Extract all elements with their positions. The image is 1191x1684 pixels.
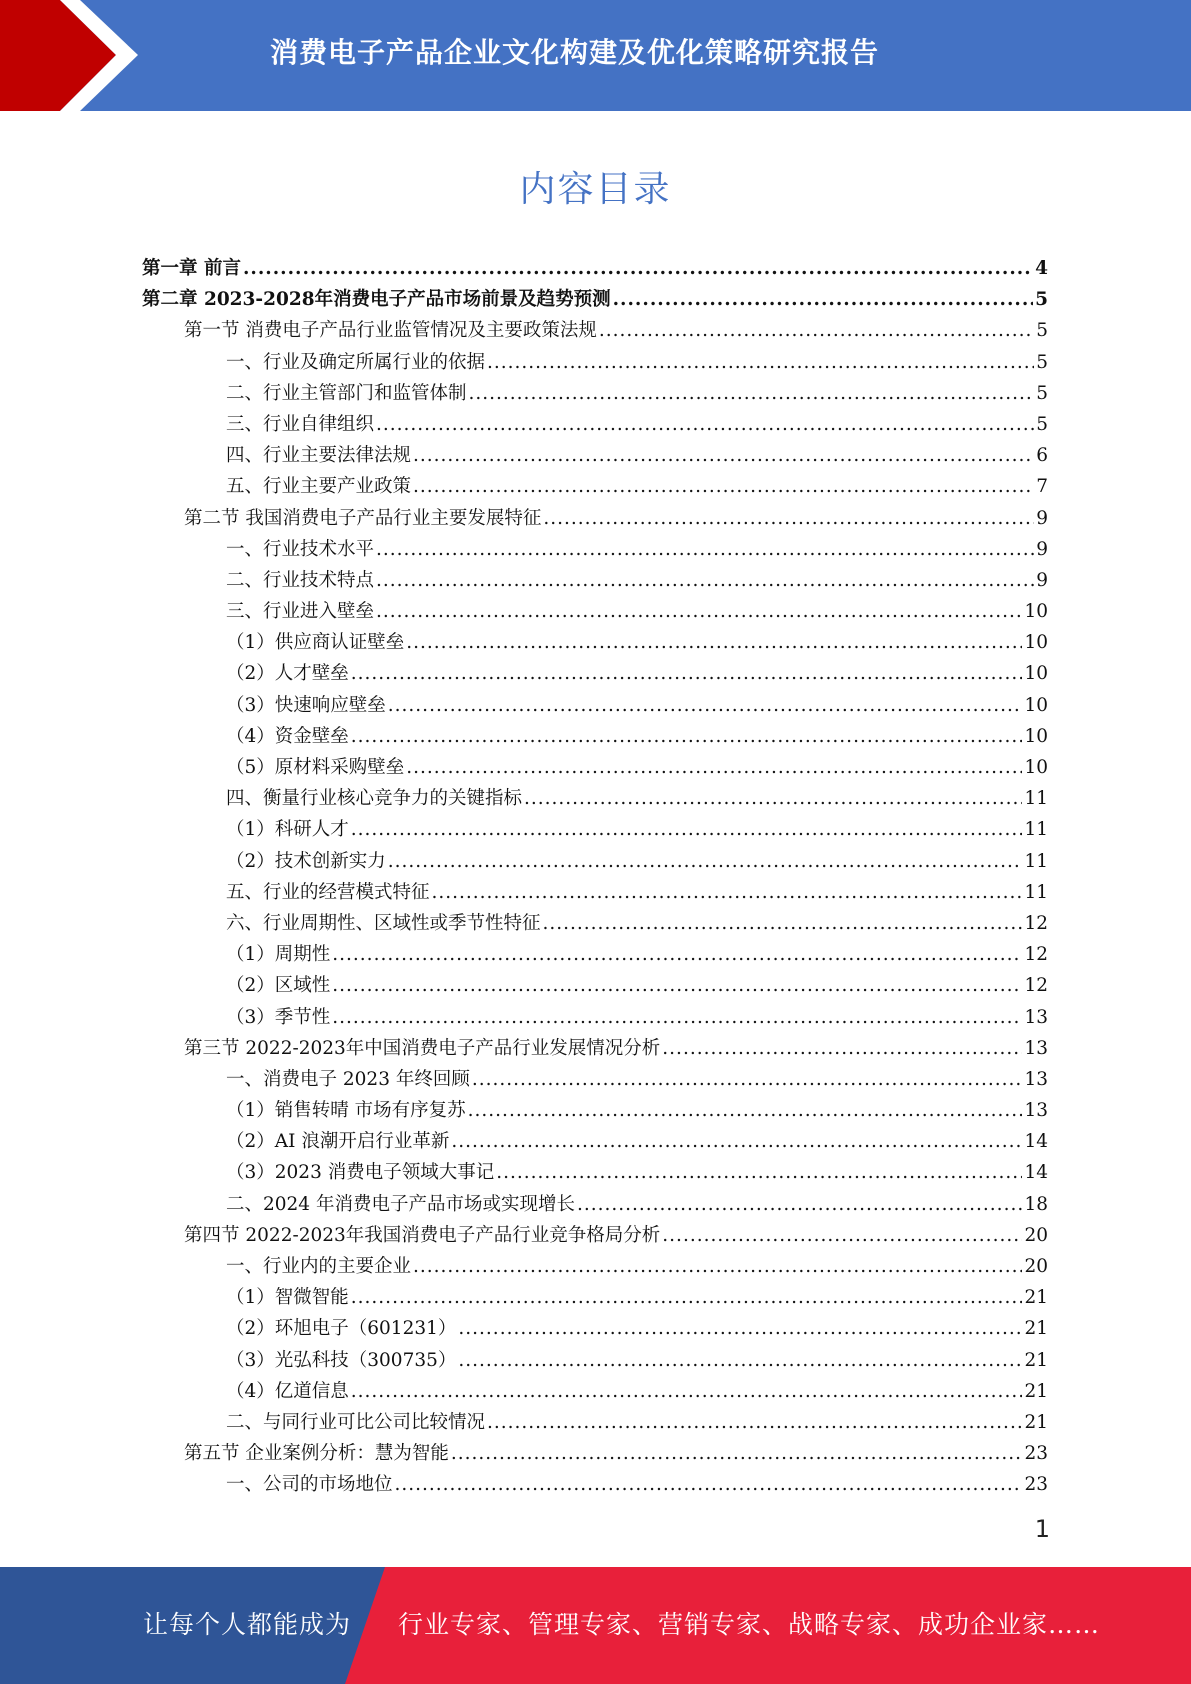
toc-entry-label: 第三节 2022-2023年中国消费电子产品行业发展情况分析 [184, 1037, 661, 1059]
toc-entry[interactable] [142, 908, 1048, 939]
toc-dot-leader [413, 471, 1034, 502]
toc-entry-page: 10 [1024, 601, 1048, 623]
toc-entry-page: 20 [1024, 1224, 1048, 1246]
toc-entry[interactable] [142, 565, 1048, 596]
toc-entry-label: 二、与同行业可比公司比较情况 [226, 1411, 486, 1433]
toc-entry-label: （2）技术创新实力 [226, 850, 386, 872]
toc-entry[interactable] [142, 1126, 1048, 1157]
toc-entry-page: 13 [1024, 1006, 1048, 1028]
toc-entry-label: 第四节 2022-2023年我国消费电子产品行业竞争格局分析 [184, 1224, 661, 1246]
toc-entry[interactable] [142, 503, 1048, 534]
toc-dot-leader [332, 939, 1022, 970]
toc-entry[interactable] [142, 378, 1048, 409]
toc-entry-page: 20 [1024, 1256, 1048, 1277]
toc-entry[interactable] [142, 284, 1048, 315]
toc-dot-leader [332, 970, 1022, 1001]
toc-entry-page: 18 [1024, 1193, 1048, 1215]
toc-dot-leader [351, 1376, 1023, 1407]
toc-entry-page: 6 [1036, 445, 1048, 467]
toc-entry[interactable] [142, 1407, 1048, 1438]
toc-entry-label: 二、2024 年消费电子产品市场或实现增长 [226, 1193, 575, 1215]
toc-dot-leader [376, 565, 1034, 596]
toc-entry-page: 5 [1035, 289, 1048, 311]
toc-entry-label: （1）周期性 [226, 944, 331, 966]
toc-entry[interactable] [142, 846, 1048, 877]
toc-dot-leader [468, 1095, 1023, 1126]
toc-entry-label: （2）人才壁垒 [226, 663, 349, 685]
toc-entry-label: （2）区域性 [226, 975, 331, 997]
toc-entry-label: （2）环旭电子（601231） [226, 1318, 457, 1340]
toc-dot-leader [613, 284, 1034, 315]
toc-entry-page: 21 [1024, 1380, 1048, 1402]
header-arrow-graphic [0, 0, 160, 111]
toc-entry-page: 10 [1024, 757, 1048, 778]
toc-dot-leader [413, 440, 1034, 471]
toc-dot-leader [496, 1157, 1022, 1188]
toc-dot-leader [662, 1033, 1022, 1064]
toc-dot-leader [351, 721, 1023, 752]
toc-entry-page: 11 [1024, 819, 1048, 841]
toc-entry-label: （3）光弘科技（300735） [226, 1349, 457, 1371]
toc-entry[interactable] [142, 814, 1048, 845]
toc-entry-label: 一、行业内的主要企业 [226, 1256, 412, 1277]
toc-dot-leader [458, 1313, 1022, 1344]
toc-entry[interactable] [142, 658, 1048, 689]
toc-entry-label: （3）2023 消费电子领域大事记 [226, 1162, 495, 1184]
toc-entry-label: 三、行业自律组织 [226, 413, 375, 435]
toc-entry[interactable] [142, 970, 1048, 1001]
toc-entry-page: 23 [1024, 1443, 1048, 1465]
toc-entry-label: 第一章 前言 [142, 258, 241, 279]
toc-entry-page: 10 [1024, 632, 1048, 654]
toc-dot-leader [577, 1189, 1022, 1220]
toc-entry[interactable] [142, 1438, 1048, 1469]
toc-entry-label: 第二章 2023-2028年消费电子产品市场前景及趋势预测 [142, 289, 611, 311]
toc-dot-leader [388, 846, 1023, 877]
toc-entry-page: 5 [1036, 413, 1048, 435]
toc-entry-label: （1）销售转晴 市场有序复苏 [226, 1100, 466, 1122]
toc-entry[interactable] [142, 752, 1048, 783]
toc-dot-leader [406, 627, 1022, 658]
toc-entry[interactable] [142, 471, 1048, 502]
toc-entry-page: 5 [1036, 320, 1048, 342]
toc-entry[interactable] [142, 1002, 1048, 1033]
toc-entry-page: 9 [1036, 507, 1048, 529]
toc-dot-leader [351, 1282, 1023, 1313]
toc-entry[interactable] [142, 347, 1048, 378]
toc-dot-leader [395, 1469, 1023, 1500]
toc-entry-page: 10 [1024, 694, 1048, 716]
toc-entry-label: （5）原材料采购壁垒 [226, 757, 405, 778]
toc-entry[interactable] [142, 409, 1048, 440]
toc-entry[interactable] [142, 721, 1048, 752]
toc-entry-label: 第一节 消费电子产品行业监管情况及主要政策法规 [184, 320, 597, 342]
toc-entry[interactable] [142, 1157, 1048, 1188]
toc-dot-leader [332, 1002, 1022, 1033]
toc-entry-label: 第二节 我国消费电子产品行业主要发展特征 [184, 507, 542, 529]
toc-entry-page: 13 [1024, 1068, 1048, 1090]
toc-entry-page: 11 [1024, 788, 1048, 810]
toc-entry-page: 12 [1024, 944, 1048, 966]
toc-dot-leader [351, 814, 1023, 845]
toc-entry-label: 一、行业技术水平 [226, 538, 375, 560]
toc-dot-leader [413, 1251, 1022, 1282]
toc-entry[interactable] [142, 1251, 1048, 1282]
toc-dot-leader [376, 409, 1034, 440]
toc-entry-page: 21 [1024, 1318, 1048, 1340]
toc-entry[interactable] [142, 1033, 1048, 1064]
toc-dot-leader [524, 783, 1022, 814]
toc-entry-page: 13 [1024, 1100, 1048, 1122]
toc-dot-leader [487, 347, 1034, 378]
toc-dot-leader [376, 534, 1034, 565]
toc-dot-leader [472, 1064, 1023, 1095]
toc-entry-label: 一、消费电子 2023 年终回顾 [226, 1068, 470, 1090]
toc-entry-page: 11 [1024, 850, 1048, 872]
toc-entry-label: 二、行业主管部门和监管体制 [226, 382, 467, 404]
toc-entry[interactable] [142, 1220, 1048, 1251]
toc-dot-leader [469, 378, 1035, 409]
toc-entry-page: 21 [1024, 1411, 1048, 1433]
toc-entry-page: 12 [1024, 975, 1048, 997]
toc-entry-page: 4 [1035, 258, 1048, 279]
toc-entry[interactable] [142, 627, 1048, 658]
toc-entry[interactable] [142, 1282, 1048, 1313]
toc-entry[interactable] [142, 1469, 1048, 1500]
table-of-contents [142, 253, 1048, 1501]
toc-entry-label: 一、行业及确定所属行业的依据 [226, 351, 486, 373]
toc-entry-label: （3）快速响应壁垒 [226, 694, 386, 716]
toc-entry-page: 10 [1024, 663, 1048, 685]
toc-entry-label: 三、行业进入壁垒 [226, 601, 375, 623]
toc-dot-leader [451, 1126, 1022, 1157]
toc-entry-page: 10 [1024, 725, 1048, 747]
toc-dot-leader [243, 253, 1033, 284]
toc-entry-page: 14 [1024, 1162, 1048, 1184]
toc-entry-page: 11 [1024, 881, 1048, 903]
toc-entry-page: 23 [1024, 1474, 1048, 1496]
toc-dot-leader [432, 877, 1023, 908]
toc-entry-label: 五、行业主要产业政策 [226, 476, 412, 498]
toc-dot-leader [388, 690, 1023, 721]
toc-entry[interactable] [142, 440, 1048, 471]
toc-dot-leader [543, 908, 1023, 939]
toc-entry[interactable] [142, 315, 1048, 346]
toc-entry-label: （4）资金壁垒 [226, 725, 349, 747]
toc-entry-label: 五、行业的经营模式特征 [226, 881, 430, 903]
page-header [0, 0, 1191, 111]
toc-entry-label: 二、行业技术特点 [226, 569, 375, 591]
toc-entry[interactable] [142, 596, 1048, 627]
toc-entry-page: 21 [1024, 1349, 1048, 1371]
toc-entry-label: （1）供应商认证壁垒 [226, 632, 405, 654]
toc-entry[interactable] [142, 939, 1048, 970]
toc-entry[interactable] [142, 1376, 1048, 1407]
toc-entry-label: （1）智微智能 [226, 1287, 349, 1309]
toc-dot-leader [406, 752, 1022, 783]
toc-entry[interactable] [142, 1345, 1048, 1376]
toc-dot-leader [376, 596, 1022, 627]
toc-dot-leader [451, 1438, 1023, 1469]
toc-entry-page: 9 [1036, 538, 1048, 560]
toc-entry-page: 14 [1024, 1131, 1048, 1153]
toc-entry-label: （3）季节性 [226, 1006, 331, 1028]
toc-entry-label: 四、行业主要法律法规 [226, 445, 412, 467]
toc-entry[interactable] [142, 534, 1048, 565]
toc-entry-page: 7 [1036, 476, 1048, 498]
toc-entry[interactable] [142, 1064, 1048, 1095]
toc-entry[interactable] [142, 690, 1048, 721]
toc-entry-page: 9 [1036, 569, 1048, 591]
toc-heading: 内容目录 [519, 169, 672, 210]
toc-dot-leader [599, 315, 1034, 346]
footer-slogan-right: 行业专家、管理专家、营销专家、战略专家、成功企业家…… [398, 1610, 1101, 1639]
page-footer [0, 1567, 1191, 1684]
toc-entry[interactable] [142, 1189, 1048, 1220]
toc-entry-label: （4）亿道信息 [226, 1380, 349, 1402]
toc-entry[interactable] [142, 1313, 1048, 1344]
toc-entry[interactable] [142, 1095, 1048, 1126]
toc-entry-page: 5 [1036, 382, 1048, 404]
toc-entry[interactable] [142, 877, 1048, 908]
footer-slogan-left: 让每个人都能成为 [143, 1610, 352, 1639]
toc-entry-page: 5 [1036, 351, 1048, 373]
toc-dot-leader [458, 1345, 1022, 1376]
page-number: 1 [1034, 1515, 1050, 1543]
toc-dot-leader [543, 503, 1034, 534]
toc-dot-leader [662, 1220, 1022, 1251]
toc-entry-label: （1）科研人才 [226, 819, 349, 841]
toc-entry-page: 21 [1024, 1287, 1048, 1309]
toc-entry-page: 13 [1024, 1037, 1048, 1059]
toc-entry[interactable] [142, 253, 1048, 284]
toc-entry-label: 第五节 企业案例分析：慧为智能 [184, 1443, 449, 1465]
toc-entry-label: 六、行业周期性、区域性或季节性特征 [226, 912, 541, 934]
toc-entry-label: 一、公司的市场地位 [226, 1474, 393, 1496]
toc-entry-label: （2）AI 浪潮开启行业革新 [226, 1131, 450, 1153]
toc-entry-page: 12 [1024, 912, 1048, 934]
toc-dot-leader [351, 658, 1023, 689]
toc-entry[interactable] [142, 783, 1048, 814]
report-title: 消费电子产品企业文化构建及优化策略研究报告 [270, 36, 880, 69]
toc-entry-label: 四、衡量行业核心竞争力的关键指标 [226, 788, 523, 810]
toc-dot-leader [487, 1407, 1022, 1438]
